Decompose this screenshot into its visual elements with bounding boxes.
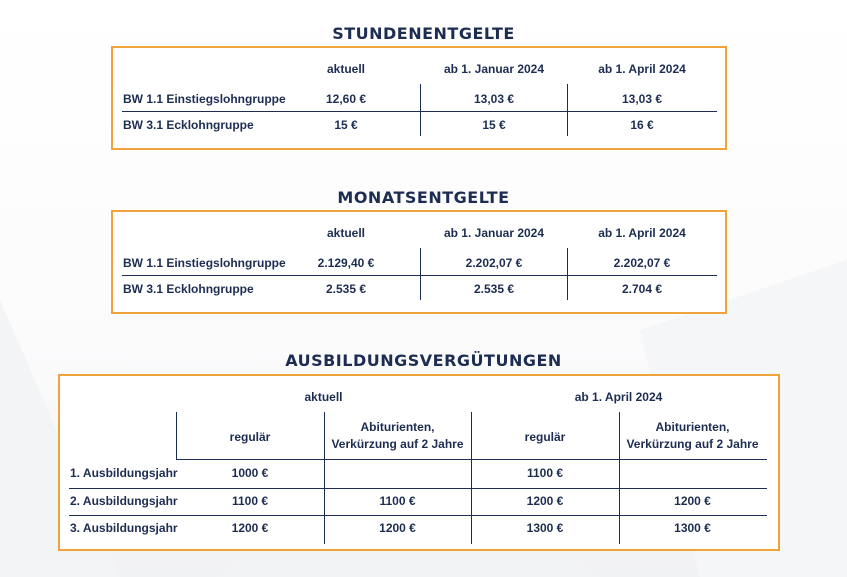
- table-cell: 1300 €: [674, 521, 711, 535]
- column-divider: [324, 460, 325, 544]
- table-cell: 15 €: [482, 118, 506, 132]
- stundenentgelte-table: [111, 46, 727, 150]
- column-divider: [420, 84, 421, 136]
- table-cell: 16 €: [630, 118, 654, 132]
- table-cell: 1200 €: [231, 521, 269, 535]
- column-divider: [619, 460, 620, 544]
- subheader-abiturienten: Abiturienten,: [360, 420, 435, 434]
- header-jan-2024: ab 1. Januar 2024: [443, 226, 545, 240]
- table-cell: 13,03 €: [621, 92, 663, 106]
- table-cell: 1200 €: [379, 521, 416, 535]
- table-cell: 2.202,07 €: [465, 256, 523, 270]
- row-label: 2. Ausbildungsjahr: [70, 494, 178, 508]
- header-apr-2024: ab 1. April 2024: [598, 226, 686, 240]
- column-divider: [567, 84, 568, 136]
- table-cell: 2.202,07 €: [613, 256, 671, 270]
- table-cell: 1200 €: [526, 494, 564, 508]
- monatsentgelte-table: [111, 210, 727, 314]
- table-cell: 2.129,40 €: [317, 256, 375, 270]
- table-cell: 1200 €: [674, 494, 711, 508]
- monatsentgelte-title: MONATSENTGELTE: [337, 188, 510, 207]
- subheader-verkuerzung: Verkürzung auf 2 Jahre: [331, 437, 464, 451]
- header-aktuell: aktuell: [326, 226, 365, 240]
- row-label: BW 3.1 Ecklohngruppe: [123, 118, 254, 132]
- row-label: BW 1.1 Einstiegslohngruppe: [123, 256, 286, 270]
- subheader-verkuerzung: Verkürzung auf 2 Jahre: [626, 437, 759, 451]
- column-divider: [420, 248, 421, 300]
- group-header-aktuell: aktuell: [304, 390, 343, 404]
- row-label: 3. Ausbildungsjahr: [70, 521, 178, 535]
- table-cell: 1300 €: [526, 521, 564, 535]
- column-divider: [619, 412, 620, 460]
- subheader-regulaer: regulär: [524, 430, 566, 444]
- table-cell: 1100 €: [526, 466, 564, 480]
- header-aktuell: aktuell: [326, 62, 365, 76]
- table-cell: 12,60 €: [325, 92, 367, 106]
- stundenentgelte-title: STUNDENENTGELTE: [332, 24, 515, 43]
- row-divider: [69, 488, 767, 489]
- row-divider: [69, 515, 767, 516]
- column-divider: [176, 412, 177, 460]
- header-jan-2024: ab 1. Januar 2024: [443, 62, 545, 76]
- table-cell: 1100 €: [231, 494, 269, 508]
- table-cell: 2.535 €: [325, 282, 367, 296]
- table-cell: 1100 €: [379, 494, 416, 508]
- column-divider: [567, 248, 568, 300]
- row-label: BW 3.1 Ecklohngruppe: [123, 282, 254, 296]
- row-label: BW 1.1 Einstiegslohngruppe: [123, 92, 286, 106]
- table-cell: 2.535 €: [473, 282, 515, 296]
- subheader-abiturienten: Abiturienten,: [655, 420, 730, 434]
- table-cell: 1000 €: [231, 466, 269, 480]
- table-cell: 13,03 €: [473, 92, 515, 106]
- row-label: 1. Ausbildungsjahr: [70, 466, 178, 480]
- ausbildungsverguetungen-title: AUSBILDUNGSVERGÜTUNGEN: [285, 351, 562, 370]
- table-cell: 15 €: [334, 118, 358, 132]
- header-apr-2024: ab 1. April 2024: [598, 62, 686, 76]
- group-header-apr-2024: ab 1. April 2024: [574, 390, 663, 404]
- column-divider: [471, 412, 472, 544]
- column-divider: [324, 412, 325, 460]
- subheader-regulaer: regulär: [229, 430, 271, 444]
- table-cell: 2.704 €: [621, 282, 663, 296]
- ausbildungsverguetungen-table: [58, 374, 780, 551]
